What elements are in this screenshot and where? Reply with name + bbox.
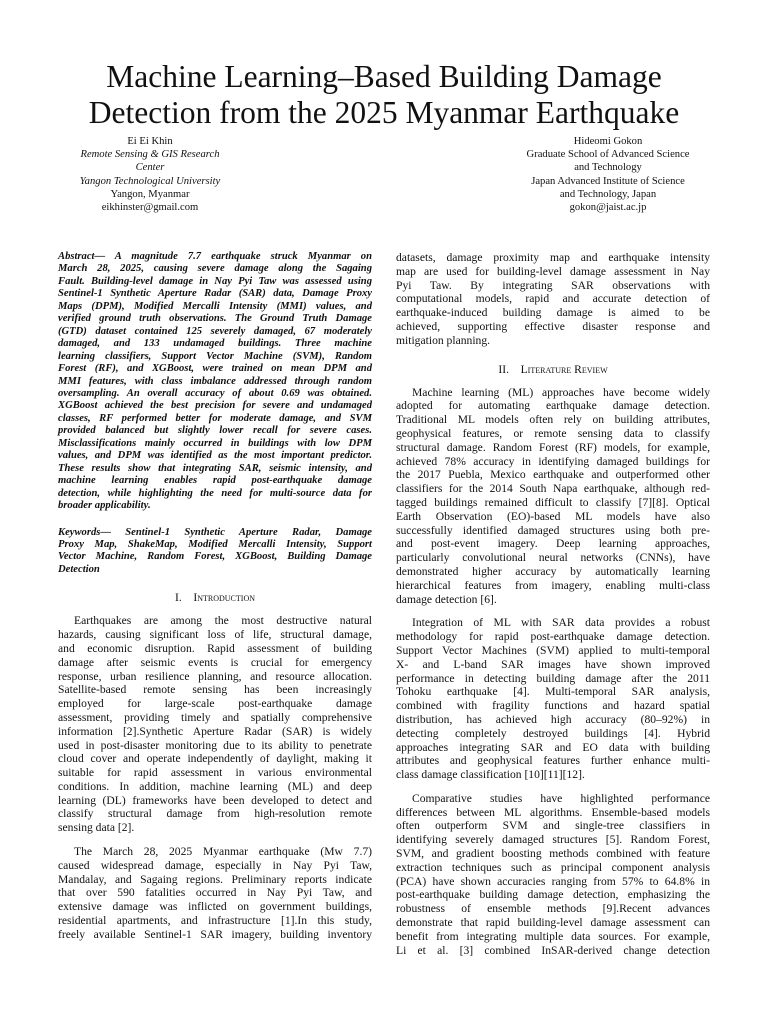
author-name: Hideomi Gokon (573, 136, 643, 147)
text-line: performance in detecting building damage after the 2011 (396, 671, 710, 685)
text-line: damaged, and 133 undamaged buildings. Three machine (58, 338, 372, 350)
text-line: classify structural damage from high-resolution remote (58, 807, 372, 821)
text-line: assessment, providing timely and spatially comprehensive (58, 710, 372, 724)
text-line: values, and DPM was identified as the most important predictor. (58, 450, 372, 462)
text-line: Machine learning (ML) approaches have become widely (412, 385, 710, 399)
abstract (58, 251, 372, 513)
text-line: detection, while highlighting the need for multi-source data for (58, 487, 372, 499)
author-affiliation: and Technology (574, 162, 642, 174)
text-line: attributes and geophysical features further enhance multi- (396, 754, 710, 768)
text-line: March 28, 2025, causing severe damage along the Sagaing (58, 263, 372, 275)
intro-paragraph-1 (58, 614, 372, 835)
text-line: tagged buildings remained difficult to classify [7][8]. Optical (396, 495, 710, 509)
paper-title (40, 59, 728, 131)
text-line: Integration of ML with SAR data provides a robust (412, 616, 710, 630)
text-line: demonstrate that rapid building-level damage assessment can (396, 916, 710, 930)
text-line: Li et al. [3] combined InSAR-derived change detection (396, 943, 710, 957)
author-block-2 (478, 135, 738, 214)
text-line: conditions. In addition, machine learning (ML) and deep (58, 779, 372, 793)
author-affiliation: Japan Advanced Institute of Science (531, 175, 685, 187)
text-line: demonstrated higher accuracy by automatically learning (396, 564, 710, 578)
text-line: employed for large-scale post-earthquake damage (58, 697, 372, 711)
text-line: XGBoost achieved the best precision for severe and undamaged (58, 400, 372, 412)
keywords (58, 527, 372, 577)
text-line: learning (DL) frameworks have been developed to detect and (58, 793, 372, 807)
text-line: Maps (DPM), Modified Mercalli Intensity (MMI) values, and (58, 300, 372, 312)
text-line: identifying severely damaged structures [5]. Random Forest, (396, 833, 710, 847)
text-line: and economic disruption. Rapid assessment of building (58, 641, 372, 655)
author-affiliation: Remote Sensing & GIS Research (80, 149, 220, 161)
text-line: Pyi Taw. By integrating SAR observations with (396, 278, 710, 292)
section-heading-introduction (58, 591, 372, 605)
text-line: and post-event imagery. Deep learning approaches, (396, 537, 710, 551)
text-line: Proxy Map, ShakeMap, Modified Mercalli Intensity, Support (58, 538, 372, 550)
text-line: freely available Sentinel-1 SAR imagery, building inventory (58, 927, 372, 941)
text-line: successfully identified damaged structures using both pre- (396, 523, 710, 537)
text-line: achieved 78% accuracy in identifying damaged buildings for (396, 454, 710, 468)
section-heading-literature-review (396, 363, 710, 377)
author-email: gokon@jaist.ac.jp (569, 202, 647, 214)
author-affiliation: and Technology, Japan (559, 188, 657, 200)
text-line: SVM, and gradient boosting methods combined with feature (396, 847, 710, 861)
text-line: computational models, rapid and accurate detection of (396, 292, 710, 306)
text-line: hierarchical features from imagery, enabling multi-class (396, 578, 710, 592)
text-line: differences between ML algorithms. Ensemble-based models (396, 805, 710, 819)
text-line: particularly convolutional neural networks (CNNs), have (396, 551, 710, 565)
text-line: that over 590 fatalities occurred in Nay Pyi Taw, and (58, 886, 372, 900)
text-line: (PCA) have shown accuracies ranging from 57% to 64.8% in (396, 874, 710, 888)
text-line: adopted for automating earthquake damage detection. (396, 399, 710, 413)
title-line: Machine Learning–Based Building Damage (106, 59, 662, 95)
text-line: MMI features, with class imbalance addressed through random (58, 375, 372, 387)
text-line: Comparative studies have highlighted performance (412, 791, 710, 805)
text-line: Misclassifications mainly occurred in buildings with low DPM (58, 437, 372, 449)
text-line: Sentinel-1 Synthetic Aperture Radar (SAR) data, Damage Proxy (58, 288, 372, 300)
section-title: Introduction (193, 591, 255, 605)
text-line: information [2].Synthetic Aperture Radar (SAR) is widely (58, 724, 372, 738)
text-line: caused widespread damage, especially in Nay Pyi Taw, (58, 858, 372, 872)
text-line: extensive damage was inflicted on government buildings, (58, 900, 372, 914)
text-line: Keywords— Sentinel-1 Synthetic Aperture Radar, Damage (58, 526, 372, 538)
text-line: combined with fragility functions and hazard spatial (396, 699, 710, 713)
text-line: robustness of ensemble methods [9].Recent advances (396, 902, 710, 916)
text-line: learning classifiers, Support Vector Machine (SVM), Random (58, 350, 372, 362)
text-line: earthquake-induced building damage is aimed to be (396, 306, 710, 320)
author-affiliation: Graduate School of Advanced Science (526, 149, 690, 161)
text-line: datasets, damage proximity map and earthquake intensity (396, 251, 710, 264)
text-line: Abstract— A magnitude 7.7 earthquake struck Myanmar on (58, 251, 372, 262)
text-line: verified ground truth observations. The Ground Truth Damage (58, 313, 372, 325)
text-line: (GTD) dataset contained 125 severely damaged, 67 moderately (58, 325, 372, 337)
text-line: benefit from integrating multiple data sources. For example, (396, 929, 710, 943)
author-affiliation: Center (135, 162, 165, 174)
section-numeral: I. (175, 591, 182, 605)
literature-paragraph-2 (396, 616, 710, 782)
text-line: Tohoku earthquake [4]. Multi-temporal SAR analysis, (396, 685, 710, 699)
text-line: geophysical features, or remote sensing data to classify (396, 426, 710, 440)
text-line: often outperform SVM and single-tree classifiers in (396, 819, 710, 833)
text-line: classifiers for the 2014 South Napa earthquake, although red- (396, 482, 710, 496)
text-line: Fault. Building-level damage in Nay Pyi Taw was assessed using (58, 275, 372, 287)
text-line: damage detection [6]. (396, 592, 497, 606)
text-line: post-earthquake building damage detection, emphasizing the (396, 888, 710, 902)
text-line: broader applicability. (58, 500, 151, 512)
text-line: mitigation planning. (396, 333, 491, 347)
text-line: detecting completely destroyed buildings [4]. Hybrid (396, 726, 710, 740)
intro-paragraph-2 (58, 845, 372, 942)
title-line: Detection from the 2025 Myanmar Earthquake (88, 95, 680, 131)
author-name: Ei Ei Khin (127, 136, 173, 147)
text-line: classes, RF performed better for moderate damage, and SVM (58, 412, 372, 424)
author-block-1 (20, 135, 280, 214)
text-line: Traditional ML models often rely on building attributes, (396, 413, 710, 427)
text-line: provided balanced but slightly lower recall for severe cases. (58, 425, 372, 437)
left-column (58, 251, 372, 942)
text-line: methodology for rapid post-earthquake damage detection. (396, 630, 710, 644)
text-line: used in post-disaster monitoring due to its ability to penetrate (58, 738, 372, 752)
text-line: cloud cover and operate independently of daylight, making it (58, 752, 372, 766)
text-line: Earth Observation (EO)-based ML models have also (396, 509, 710, 523)
text-line: Vector Machine, Random Forest, XGBoost, Building Damage (58, 551, 372, 563)
intro-paragraph-2-continued (396, 251, 710, 348)
text-line: Earthquakes are among the most destructive natural (74, 614, 372, 628)
text-line: Mandalay, and Sagaing regions. Preliminary reports indicate (58, 872, 372, 886)
text-line: distribution, has achieved high accuracy (80–92%) in (396, 712, 710, 726)
text-line: response, urban resilience planning, and resource allocation. (58, 669, 372, 683)
text-line: Forest (RF), and XGBoost, were trained on mean DPM and (58, 363, 372, 375)
text-line: residential apartments, and infrastructure [1].In this study, (58, 914, 372, 928)
literature-paragraph-1 (396, 386, 710, 607)
text-line: oversampling. An overall accuracy of about 0.69 was obtained. (58, 387, 372, 399)
section-title: Literature Review (520, 362, 608, 376)
text-line: damage after seismic events is crucial for emergency (58, 655, 372, 669)
section-numeral: II. (498, 362, 509, 376)
text-line: approaches integrating SAR and EO data with building (396, 740, 710, 754)
text-line: Detection (58, 563, 100, 575)
text-line: These results show that integrating SAR, seismic intensity, and (58, 462, 372, 474)
text-line: The March 28, 2025 Myanmar earthquake (Mw 7.7) (74, 845, 372, 859)
text-line: the 2017 Puebla, Mexico earthquake and outperformed other (396, 468, 710, 482)
text-line: Satellite-based remote sensing has been increasingly (58, 683, 372, 697)
text-line: sensing data [2]. (58, 821, 135, 835)
text-line: machine learning enables rapid post-earthquake damage (58, 475, 372, 487)
author-affiliation: Yangon Technological University (79, 175, 221, 187)
text-line: Support Vector Machines (SVM) applied to multi-temporal (396, 643, 710, 657)
text-line: hazards, causing significant loss of life, structural damage, (58, 628, 372, 642)
literature-paragraph-3 (396, 792, 710, 958)
text-line: structural damage. Random Forest (RF) models, for example, (396, 440, 710, 454)
right-column (396, 251, 710, 957)
text-line: extraction techniques such as principal component analysis (396, 860, 710, 874)
text-line: suitable for rapid assessment in various environmental (58, 766, 372, 780)
text-line: class damage classification [10][11][12]. (396, 768, 585, 782)
text-line: X- and L-band SAR images have shown improved (396, 657, 710, 671)
author-email: eikhinster@gmail.com (101, 202, 199, 214)
text-line: map are used for building-level damage assessment in Nay (396, 264, 710, 278)
text-line: achieved, supporting effective disaster response and (396, 319, 710, 333)
author-location: Yangon, Myanmar (110, 188, 190, 200)
